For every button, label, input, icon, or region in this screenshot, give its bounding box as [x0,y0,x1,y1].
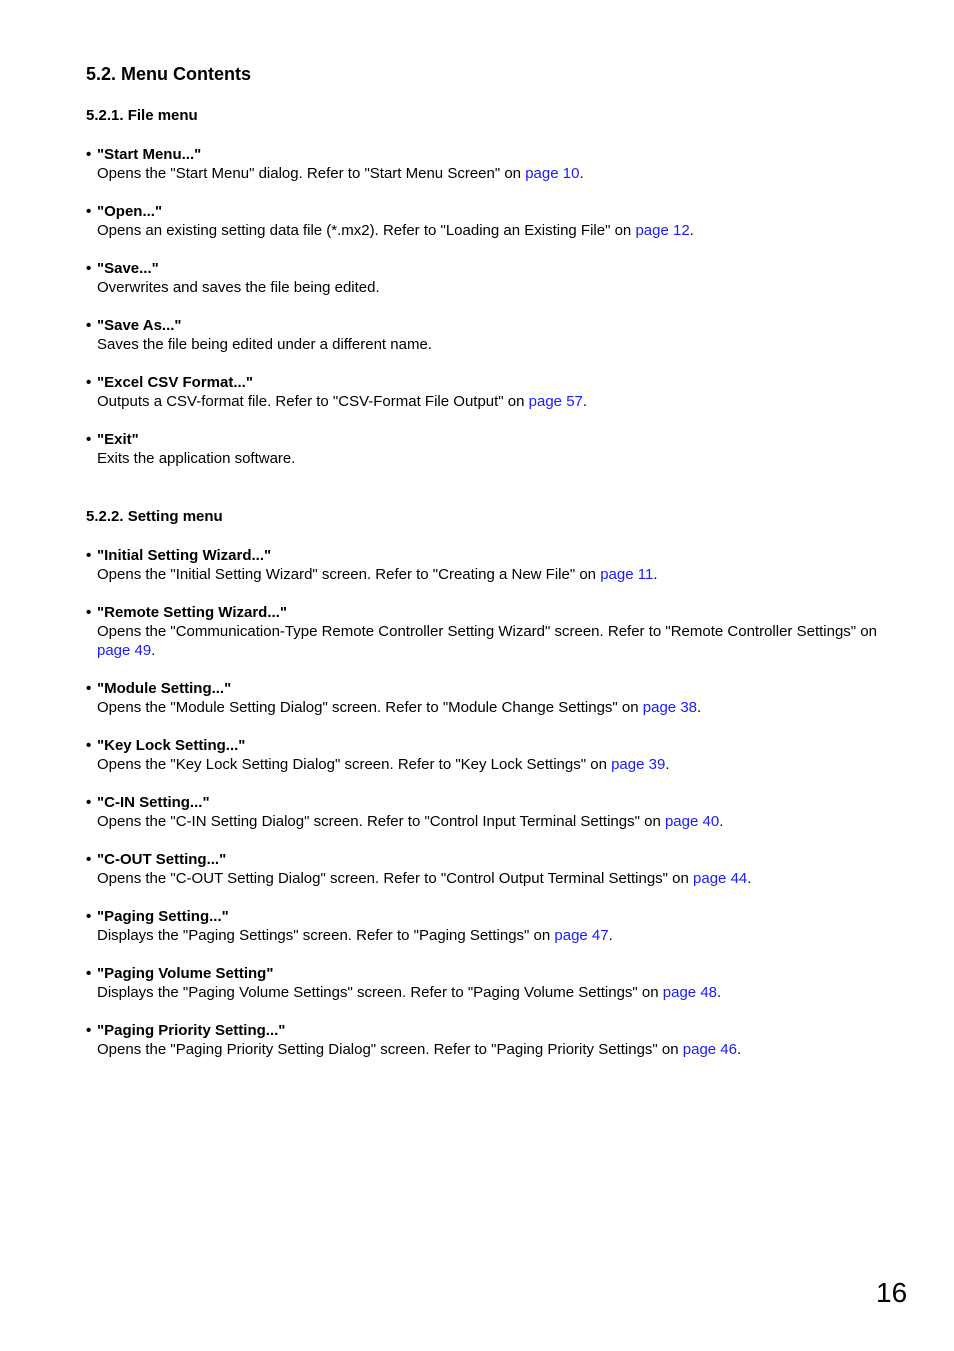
description-text: Opens the "Module Setting Dialog" screen. Refer to "Module Change Settings" on [97,699,643,716]
file-menu-heading: 5.2.1. File menu [86,107,198,124]
bullet-icon: • [86,851,92,868]
description-punctuation: . [653,566,658,583]
menu-item-description [86,565,886,584]
menu-item-title [86,145,886,164]
setting-menu-item [86,850,886,888]
description-text: Opens the "Initial Setting Wizard" screen. Refer to "Creating a New File" on [97,566,601,583]
menu-item-title [86,259,886,278]
menu-item-description [86,812,886,831]
description-punctuation: . [151,642,156,659]
description-punctuation: . [747,870,752,887]
description-text: Opens the "Paging Priority Setting Dialog" screen. Refer to "Paging Priority Settings" on [97,1041,683,1058]
menu-item-description [86,164,886,183]
menu-item-description [86,869,886,888]
setting-menu-item [86,964,886,1002]
menu-item-title [86,603,886,622]
menu-item-description [86,392,886,411]
menu-item-name: "C-IN Setting..." [97,794,210,811]
menu-item-description [86,622,886,660]
file-menu-item [86,430,886,468]
description-text: Saves the file being edited under a different name. [97,336,432,353]
description-text: Opens the "C-OUT Setting Dialog" screen. Refer to "Control Output Terminal Settings" on [97,870,694,887]
description-punctuation: . [737,1041,742,1058]
menu-item-name: "Excel CSV Format..." [97,374,253,391]
setting-menu-item [86,603,886,660]
page-reference-link[interactable]: page 46 [682,1041,737,1058]
page-reference-link[interactable]: page 49 [97,642,152,659]
file-menu-item [86,202,886,240]
document-page [86,62,886,1078]
page-reference-link[interactable]: page 44 [693,870,748,887]
file-menu-item [86,316,886,354]
bullet-icon: • [86,203,92,220]
menu-item-name: "Paging Priority Setting..." [97,1022,286,1039]
menu-item-description [86,278,886,297]
description-punctuation: . [582,393,588,410]
setting-menu-item [86,793,886,831]
bullet-icon: • [86,146,92,163]
page-reference-link[interactable]: page 47 [554,927,609,944]
bullet-icon: • [86,317,92,334]
page-reference-link[interactable]: page 11 [600,566,654,583]
menu-item-name: "Exit" [97,431,139,448]
file-menu-item [86,259,886,297]
page-reference-link[interactable]: page 57 [528,393,583,410]
file-menu-item [86,373,886,411]
setting-menu-item [86,1021,886,1059]
description-text: Opens the "Key Lock Setting Dialog" screen. Refer to "Key Lock Settings" on [97,756,612,773]
description-punctuation: . [579,165,584,182]
page-number: 16 [876,1277,908,1308]
description-text: Opens the "Start Menu" dialog. Refer to "Start Menu Screen" on [97,165,526,182]
file-menu-item [86,145,886,183]
setting-menu-item [86,679,886,717]
description-punctuation: . [719,813,724,830]
menu-item-description [86,926,886,945]
description-punctuation: . [665,756,670,773]
description-text: Overwrites and saves the file being edited. [97,279,380,296]
menu-item-name: "Remote Setting Wizard..." [97,604,287,621]
section-title: 5.2. Menu Contents [86,64,252,84]
page-reference-link[interactable]: page 39 [611,756,666,773]
menu-item-description [86,983,886,1002]
page-reference-link[interactable]: page 10 [525,165,580,182]
setting-menu-list [86,546,886,1059]
menu-item-title [86,679,886,698]
page-reference-link[interactable]: page 38 [642,699,698,716]
menu-item-title [86,546,886,565]
description-text: Opens an existing setting data file (*.mx2). Refer to "Loading an Existing File" on [97,222,636,239]
bullet-icon: • [86,737,92,754]
menu-item-description [86,449,886,468]
description-punctuation: . [697,699,702,716]
bullet-icon: • [86,908,92,925]
file-menu-list [86,145,886,468]
menu-item-title [86,316,886,335]
bullet-icon: • [86,260,92,277]
menu-item-name: "C-OUT Setting..." [97,851,227,868]
bullet-icon: • [86,374,92,391]
menu-item-name: "Paging Volume Setting" [97,965,274,982]
menu-item-title [86,202,886,221]
menu-item-name: "Open..." [97,203,163,220]
setting-menu-item [86,907,886,945]
description-text: Opens the "Communication-Type Remote Controller Setting Wizard" screen. Refer to "Remote Controller Settings" on [97,623,877,640]
menu-item-name: "Save As..." [97,317,182,334]
setting-menu-heading: 5.2.2. Setting menu [86,508,223,525]
description-text: Displays the "Paging Volume Settings" screen. Refer to "Paging Volume Settings" on [97,984,663,1001]
page-reference-link[interactable]: page 40 [664,813,720,830]
menu-item-title [86,850,886,869]
description-punctuation: . [717,984,722,1001]
menu-item-title [86,373,886,392]
bullet-icon: • [86,680,92,697]
bullet-icon: • [86,794,92,811]
menu-item-description [86,755,886,774]
menu-item-name: "Module Setting..." [97,680,232,697]
menu-item-description [86,1040,886,1059]
setting-menu-item [86,736,886,774]
menu-item-title [86,793,886,812]
menu-item-title [86,736,886,755]
bullet-icon: • [86,547,92,564]
bullet-icon: • [86,431,92,448]
bullet-icon: • [86,1022,92,1039]
description-punctuation: . [608,927,613,944]
bullet-icon: • [86,965,92,982]
menu-item-description [86,335,886,354]
menu-item-title [86,1021,886,1040]
menu-item-description [86,698,886,717]
description-text: Displays the "Paging Settings" screen. Refer to "Paging Settings" on [97,927,555,944]
menu-item-name: "Save..." [97,260,159,277]
menu-item-name: "Initial Setting Wizard..." [97,547,272,564]
menu-item-description [86,221,886,240]
setting-menu-item [86,546,886,584]
page-reference-link[interactable]: page 12 [635,222,690,239]
description-punctuation: . [689,222,694,239]
menu-item-title [86,964,886,983]
menu-item-title [86,430,886,449]
menu-item-name: "Start Menu..." [97,146,202,163]
menu-item-name: "Paging Setting..." [97,908,229,925]
menu-item-name: "Key Lock Setting..." [97,737,246,754]
bullet-icon: • [86,604,92,621]
page-reference-link[interactable]: page 48 [662,984,718,1001]
description-text: Opens the "C-IN Setting Dialog" screen. Refer to "Control Input Terminal Settings" on [97,813,665,830]
description-text: Outputs a CSV-format file. Refer to "CSV-Format File Output" on [97,393,529,410]
description-text: Exits the application software. [97,450,296,467]
menu-item-title [86,907,886,926]
